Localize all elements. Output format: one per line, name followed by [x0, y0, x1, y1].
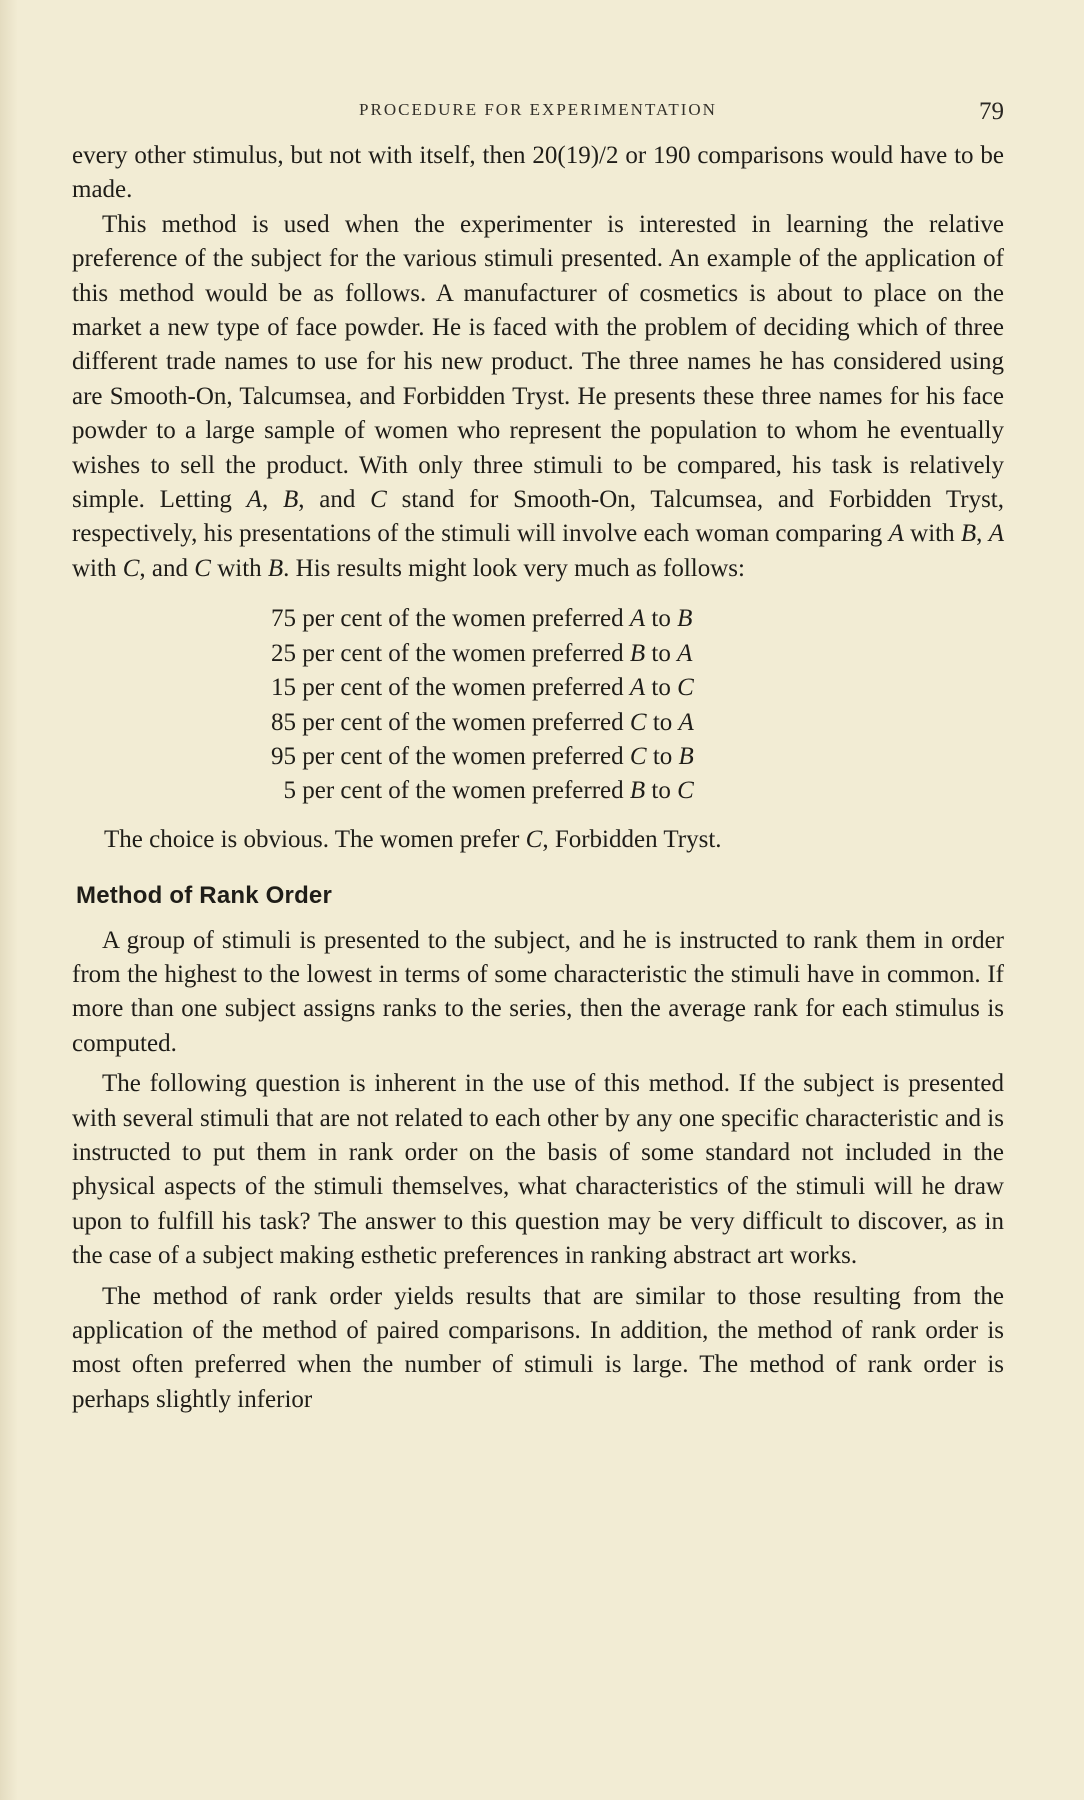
result-row	[260, 637, 1004, 671]
separator: ,	[261, 486, 283, 514]
page-number: 79	[979, 98, 1004, 125]
variable-b: B	[960, 520, 977, 548]
result-text: per cent of the women preferred	[296, 605, 630, 633]
paragraph-paired-comparison-example	[72, 208, 1004, 586]
result-first: A	[629, 605, 646, 633]
preference-results-list	[260, 602, 1004, 808]
variable-a: A	[888, 520, 904, 548]
conclusion-text: , Forbidden Tryst.	[542, 825, 722, 853]
result-row	[260, 706, 1004, 740]
result-text: per cent of the women preferred	[296, 777, 630, 805]
variable-b: B	[282, 486, 299, 514]
result-first: C	[629, 708, 647, 736]
result-first: C	[629, 742, 647, 770]
separator: , and	[139, 554, 195, 582]
variable-c: C	[194, 554, 211, 582]
paragraph-text: This method is used when the experimenter is interested in learning the relative preference of the subject for the various stimuli presented. An example of the application of this method would be as follows. A manufacturer of cosmetics is about to place on the market a new type of face powder. He is faced with the problem of deciding which of three different trade names to use for his new product. The three names he has considered using are Smooth-On, Talcumsea, and Forbidden Tryst. He presents these three names for his face powder to a large sample of women who represent the population to whom he eventually wishes to sell the product. With only three stimuli to be compared, his task is relatively simple. Letting	[72, 210, 1004, 514]
result-to: to	[646, 742, 679, 770]
conclusion-variable: C	[525, 825, 543, 853]
result-percent: 85	[271, 708, 296, 736]
variable-a: A	[246, 486, 262, 514]
variable-b: B	[267, 554, 284, 582]
conclusion-text: The choice is obvious. The women prefer	[104, 825, 526, 853]
separator: , and	[298, 486, 371, 514]
result-percent: 25	[271, 639, 296, 667]
result-text: per cent of the women preferred	[296, 674, 630, 702]
paragraph-rank-order-comparison: The method of rank order yields results that are similar to those resulting from the application of the method of paired comparisons. In addition, the method of rank order is most often preferred when the number of stimuli is large. The method of rank order is perhaps slightly inferior	[72, 1282, 1004, 1413]
variable-a: A	[988, 520, 1004, 548]
result-second: B	[678, 742, 694, 770]
result-to: to	[645, 639, 678, 667]
separator: with	[210, 554, 268, 582]
paragraph-rank-order-intro: A group of stimuli is presented to the subject, and he is instructed to rank them in order from the highest to the lowest in terms of some characteristic the stimuli have in common. If more than one subject assigns ranks to the series, then the average rank for each stimulus is computed.	[72, 926, 1004, 1057]
result-first: A	[629, 674, 646, 702]
variable-c: C	[370, 486, 387, 514]
result-to: to	[645, 777, 678, 805]
page-header	[72, 98, 1004, 128]
result-to: to	[645, 605, 678, 633]
running-head: PROCEDURE FOR EXPERIMENTATION	[359, 100, 717, 119]
paragraph-text: . His results might look very much as follows:	[283, 554, 745, 582]
section-heading: Method of Rank Order	[76, 882, 333, 910]
result-to: to	[645, 674, 678, 702]
result-row	[260, 602, 1004, 636]
result-first: B	[629, 777, 646, 805]
result-text: per cent of the women preferred	[296, 639, 630, 667]
variable-c: C	[122, 554, 140, 582]
result-to: to	[646, 708, 679, 736]
result-second: C	[677, 674, 694, 702]
separator: with	[72, 554, 123, 582]
conclusion-line	[104, 823, 1004, 857]
paragraph-rank-order-question: The following question is inherent in the use of this method. If the subject is presented with several stimuli that are not related to each other by any one specific characteristic and is instructed to put them in rank order on the basis of some standard not included in the physical aspects of the stimuli themselves, what characteristics of the stimuli will he draw upon to fulfill his task? The answer to this question may be very difficult to discover, as in the case of a subject making esthetic preferences in ranking abstract art works.	[72, 1070, 1004, 1270]
result-percent: 95	[271, 742, 296, 770]
result-text: per cent of the women preferred	[296, 708, 630, 736]
result-row	[260, 671, 1004, 705]
result-percent: 5	[283, 777, 296, 805]
result-percent: 75	[271, 605, 296, 633]
result-second: B	[677, 605, 693, 633]
separator: with	[903, 520, 961, 548]
result-first: B	[629, 639, 646, 667]
result-row	[260, 774, 1004, 808]
result-row	[260, 740, 1004, 774]
result-second: C	[677, 777, 694, 805]
result-second: A	[677, 639, 693, 667]
paragraph-continuation	[72, 139, 1004, 208]
page-gutter-shadow	[0, 0, 18, 1800]
paragraph-text: every other stimulus, but not with itself, then 20(19)/2 or 190 comparisons would have to be made.	[72, 142, 1004, 204]
paragraph-text: stand for Smooth-On, Talcumsea, and Forbidden Tryst, respectively, his presentations of the stimuli will involve each woman comparing	[72, 486, 1005, 548]
result-text: per cent of the women preferred	[296, 742, 630, 770]
result-second: A	[678, 708, 694, 736]
result-percent: 15	[271, 674, 296, 702]
separator: ,	[976, 520, 989, 548]
page-body	[72, 139, 1004, 1417]
